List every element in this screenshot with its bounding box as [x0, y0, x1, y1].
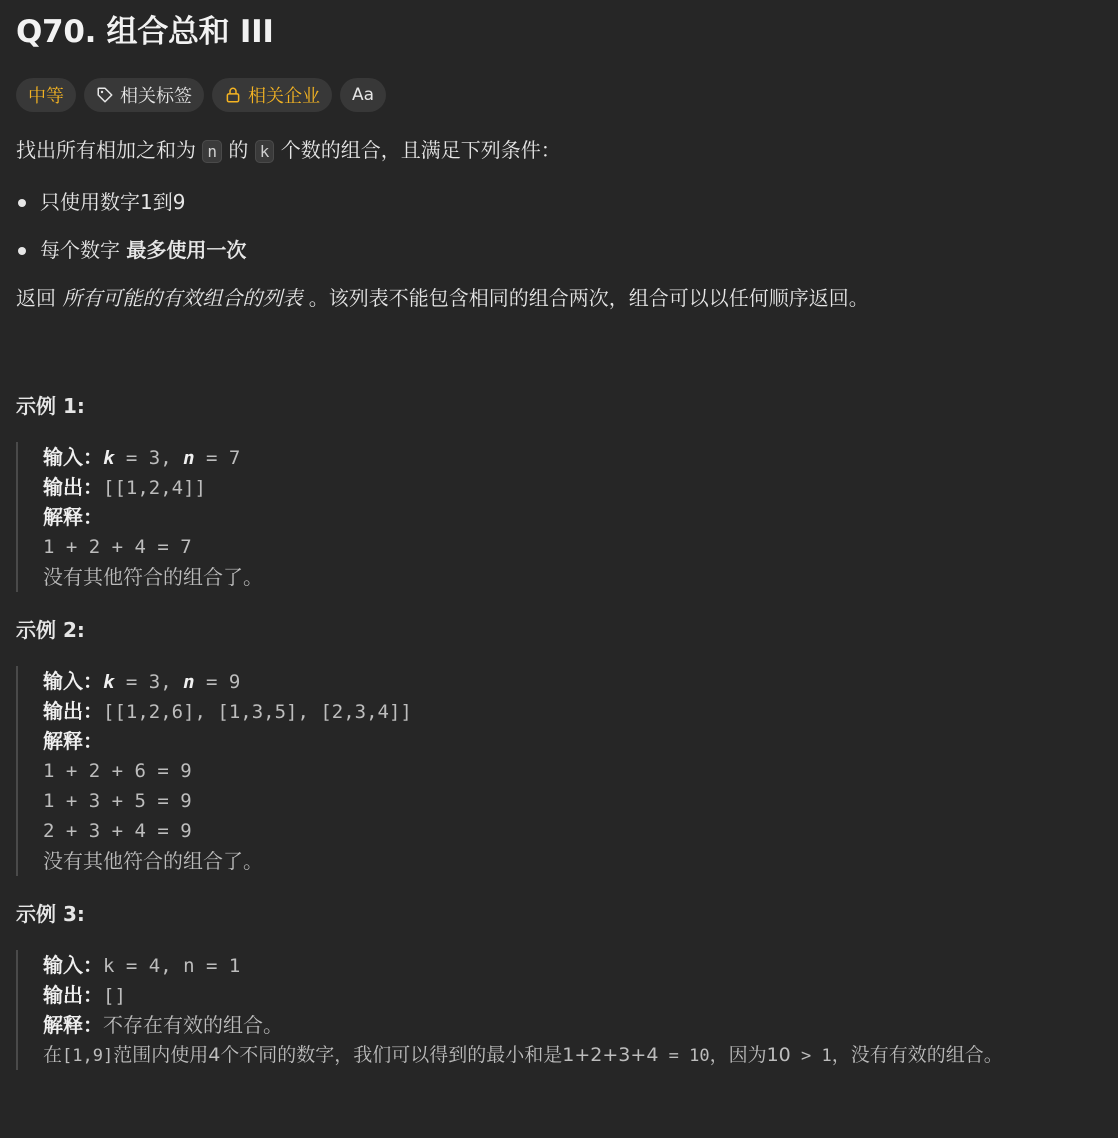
explain-label: 解释：: [43, 1013, 103, 1037]
value-text: = 3,: [114, 447, 184, 469]
var-n: n: [183, 447, 195, 469]
return-text: 。该列表不能包含相同的组合两次，组合可以以任何顺序返回。: [308, 286, 869, 310]
translate-button[interactable]: [340, 78, 386, 112]
example-input: [43, 442, 1102, 472]
explain-note: 没有其他符合的组合了。: [43, 849, 263, 873]
detail-code: [1,9]: [62, 1046, 114, 1066]
example-output: [43, 696, 1102, 726]
var-n: n: [202, 140, 222, 163]
intro-text: 找出所有相加之和为: [16, 138, 196, 162]
detail-code: > 1: [790, 1046, 832, 1066]
detail-text: ，因为10: [709, 1044, 791, 1066]
detail-text: ，没有有效的组合。: [831, 1044, 1003, 1066]
explain-label: 解释：: [43, 505, 103, 529]
example-1-block: [16, 442, 1102, 592]
example-output: [43, 980, 1102, 1010]
example-input: [43, 666, 1102, 696]
intro-text: 的: [228, 138, 249, 162]
translate-icon: Aa: [352, 85, 375, 105]
explain-detail: [43, 1040, 1102, 1070]
lock-icon: [224, 86, 242, 104]
condition-emphasis: 最多使用一次: [126, 238, 247, 262]
tag-bar: [16, 78, 1102, 112]
explain-line: 1 + 3 + 5 = 9: [43, 790, 192, 812]
var-k: k: [103, 447, 115, 469]
example-1-title: 示例 1:: [16, 394, 85, 418]
explain-text: 不存在有效的组合。: [103, 1013, 283, 1037]
output-label: 输出：: [43, 699, 103, 723]
var-k: k: [255, 140, 275, 163]
difficulty-badge[interactable]: [16, 78, 76, 112]
value-text: = 9: [194, 671, 241, 693]
input-label: 输入：: [43, 953, 103, 977]
var-n: n: [183, 671, 195, 693]
output-label: 输出：: [43, 475, 103, 499]
list-item: [16, 188, 1102, 216]
list-item: [16, 236, 1102, 264]
return-emphasis: 所有可能的有效组合的列表: [62, 286, 303, 310]
detail-code: = 10: [658, 1046, 710, 1066]
explain-line: 1 + 2 + 4 = 7: [43, 536, 192, 558]
var-k: k: [103, 671, 115, 693]
tag-icon: [96, 86, 114, 104]
return-text: 返回: [16, 286, 56, 310]
detail-text: 范围内使用4个不同的数字，我们可以得到的最小和是1+2+3+4: [113, 1044, 659, 1066]
example-explain: [43, 502, 1102, 532]
example-explain: [43, 726, 1102, 756]
explain-line: 2 + 3 + 4 = 9: [43, 820, 192, 842]
explain-note: 没有其他符合的组合了。: [43, 565, 263, 589]
value-text: = 3,: [114, 671, 184, 693]
example-2-title: 示例 2:: [16, 618, 85, 642]
condition-text: 每个数字: [40, 238, 120, 262]
output-label: 输出：: [43, 983, 103, 1007]
example-explain: [43, 1010, 1102, 1040]
output-value: [[1,2,4]]: [103, 477, 206, 499]
detail-text: 在: [43, 1044, 63, 1066]
related-companies-button[interactable]: [212, 78, 332, 112]
related-tags-label: 相关标签: [120, 86, 192, 107]
explain-label: 解释：: [43, 729, 103, 753]
input-label: 输入：: [43, 669, 103, 693]
problem-intro: [16, 136, 1102, 166]
difficulty-label: 中等: [28, 86, 64, 107]
related-companies-label: 相关企业: [248, 86, 320, 107]
related-tags-button[interactable]: [84, 78, 204, 112]
explain-line: 1 + 2 + 6 = 9: [43, 760, 192, 782]
return-description: [16, 284, 1102, 312]
intro-text: 个数的组合，且满足下列条件：: [280, 138, 561, 162]
value-text: = 7: [194, 447, 241, 469]
problem-title: Q70. 组合总和 III: [16, 14, 274, 50]
condition-text: 只使用数字1到9: [40, 190, 186, 214]
example-2-block: [16, 666, 1102, 876]
output-value: []: [103, 985, 126, 1007]
example-output: [43, 472, 1102, 502]
input-value: k = 4, n = 1: [103, 955, 241, 977]
example-3-block: [16, 950, 1102, 1070]
input-label: 输入：: [43, 445, 103, 469]
output-value: [[1,2,6], [1,3,5], [2,3,4]]: [103, 701, 412, 723]
example-3-title: 示例 3:: [16, 902, 85, 926]
example-input: [43, 950, 1102, 980]
condition-list: [16, 188, 1102, 264]
